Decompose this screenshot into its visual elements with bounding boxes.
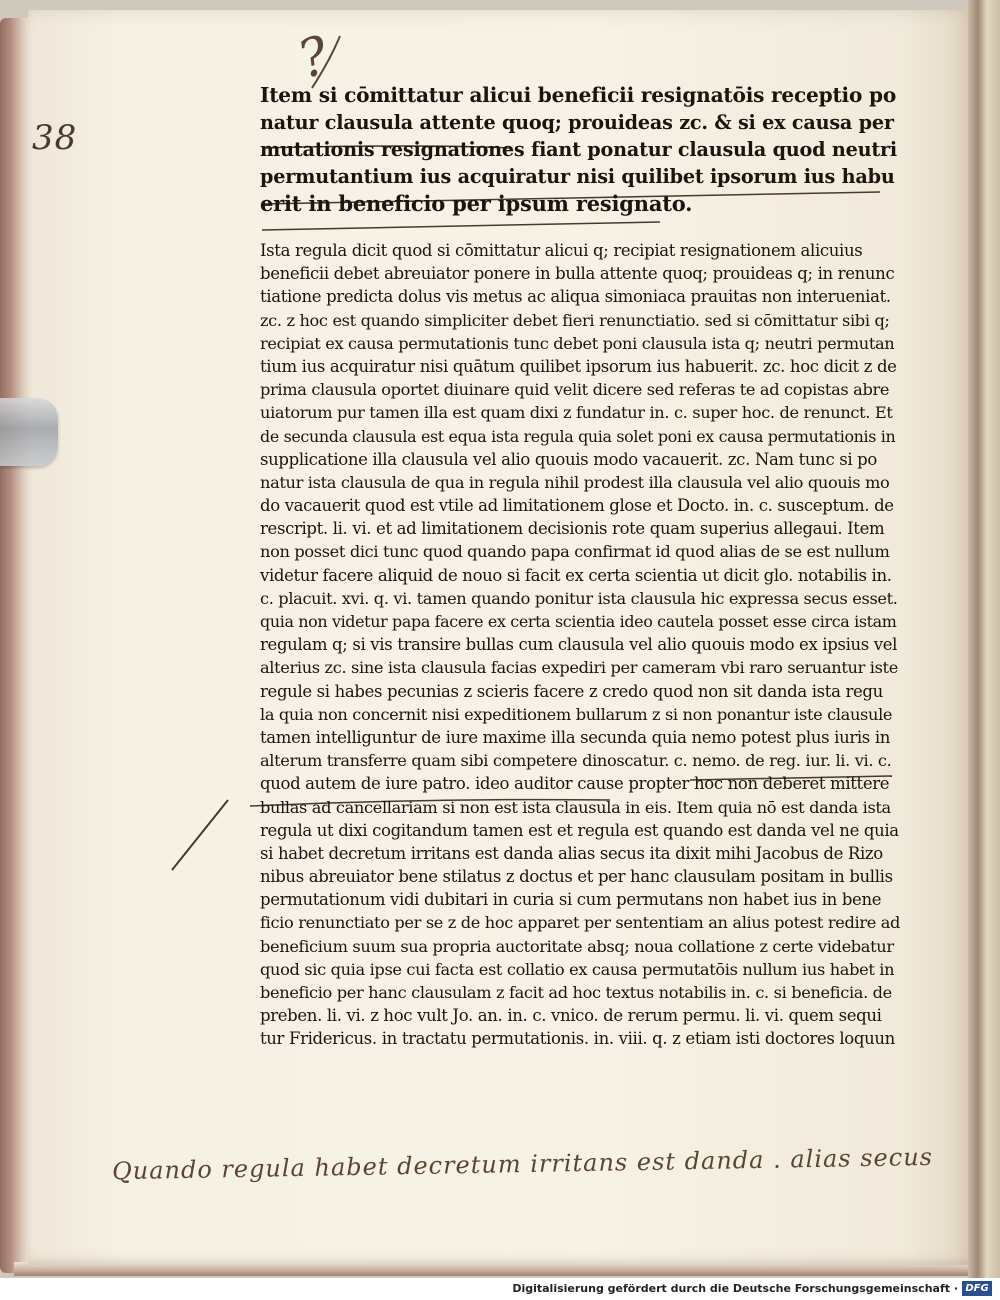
handwritten-marginal-note: Quando regula habet decretum irritans est danda . alias secus — [111, 1142, 934, 1186]
text-line: nibus abreuiator bene stilatus z doctus et per hanc clausulam positam in bullis — [260, 867, 893, 887]
margin-page-number: 38 — [32, 118, 78, 158]
text-line: prima clausula oportet diuinare quid velit dicere sed referas te ad copistas abre — [260, 380, 890, 400]
text-line: regule si habes pecunias z scieris facere z credo quod non sit danda ista regu — [260, 681, 883, 701]
text-line: de secunda clausula est equa ista regula quia solet poni ex causa permutationis in — [260, 426, 896, 446]
heading-line: mutationis resignationes fiant ponatur clausula quod neutri — [260, 138, 898, 161]
text-line: bullas ad cancellariam si non est ista clausula in eis. Item quia nō est danda ista — [260, 797, 891, 817]
text-line: beneficium suum sua propria auctoritate absq; noua collatione z certe videbatur — [260, 936, 894, 956]
printed-text-block — [260, 82, 900, 1051]
text-line: quod sic quia ipse cui facta est collatio ex causa permutatōis nullum ius habet in — [260, 959, 895, 979]
footer-credit: Digitalisierung gefördert durch die Deutsche Forschungsgemeinschaft · — [512, 1282, 958, 1295]
text-line: do vacauerit quod est vtile ad limitationem glose et Docto. in. c. susceptum. de — [260, 496, 894, 516]
text-line: si habet decretum irritans est danda alias secus ita dixit mihi Jacobus de Rizo — [260, 843, 883, 863]
text-line: beneficio per hanc clausulam z facit ad hoc textus notabilis in. c. si beneficia. de — [260, 983, 892, 1002]
text-line: tamen intelliguntur de iure maxime illa secunda quia nemo potest plus iuris in — [260, 727, 891, 747]
text-line: alterius zc. sine ista clausula facias expediri per cameram vbi raro seruantur iste — [260, 658, 898, 678]
text-line: alterum transferre quam sibi competere dinoscatur. c. nemo. de reg. iur. li. vi. c. — [260, 751, 892, 771]
text-line: quod autem de iure patro. ideo auditor cause propter hoc non deberet mittere — [260, 774, 890, 794]
text-line: Ista regula dicit quod si cōmittatur alicui q; recipiat resignationem alicuius — [260, 241, 863, 260]
text-line: tium ius acquiratur nisi quātum quilibet ipsorum ius habuerit. zc. hoc dicit z de — [260, 356, 897, 376]
text-line: c. placuit. xvi. q. vi. tamen quando ponitur ista clausula hic expressa secus esset. — [260, 588, 898, 608]
rule-heading — [260, 82, 900, 217]
text-line: videtur facere aliquid de nouo si facit ex certa scientia ut dicit glo. notabilis in. — [260, 565, 892, 585]
text-line: permutationum vidi dubitari in curia si cum permutans non habet ius in bene — [260, 890, 882, 910]
text-line: uiatorum pur tamen illa est quam dixi z fundatur in. c. super hoc. de renunct. Et — [260, 403, 893, 423]
text-line: regulam q; si vis transire bullas cum clausula vel alio quouis modo ex ipsius vel — [260, 635, 898, 655]
heading-line: Item si cōmittatur alicui beneficii resignatōis receptio po — [260, 83, 897, 107]
text-line: tur Fridericus. in tractatu permutationis. in. viii. q. z etiam isti doctores loquun — [260, 1029, 895, 1049]
heading-line: natur clausula attente quoq; prouideas zc. & si ex causa per — [260, 111, 894, 134]
text-line: regula ut dixi cogitandum tamen est et regula est quando est danda vel ne quia — [260, 820, 899, 840]
dfg-logo: DFG — [962, 1281, 992, 1296]
corner-pen-mark: ? — [291, 25, 337, 91]
text-line: non posset dici tunc quod quando papa confirmat id quod alias de se est nullum — [260, 542, 890, 562]
text-line: supplicatione illa clausula vel alio quouis modo vacauerit. zc. Nam tunc si po — [260, 449, 877, 469]
text-line: tiatione predicta dolus vis metus ac aliqua simoniaca prauitas non interueniat. — [260, 287, 891, 307]
digitization-footer — [0, 1278, 1000, 1300]
text-line: la quia non concernit nisi expeditionem bullarum z si non ponantur iste clausule — [260, 704, 893, 724]
text-line: beneficii debet abreuiator ponere in bulla attente quoq; prouideas q; in renunc — [260, 264, 895, 284]
text-line: quia non videtur papa facere ex certa scientia ideo cautela posset esse circa istam — [260, 612, 897, 631]
commentary-text — [260, 239, 900, 1051]
text-line: recipiat ex causa permutationis tunc debet poni clausula ista q; neutri permutan — [260, 333, 895, 353]
heading-line: erit in beneficio per ipsum resignato. — [260, 191, 693, 216]
text-line: zc. z hoc est quando simpliciter debet fieri renunctiatio. sed si cōmittatur sibi q; — [260, 310, 890, 330]
heading-line: permutantium ius acquiratur nisi quilibet ipsorum ius habu — [260, 165, 895, 188]
text-line: preben. li. vi. z hoc vult Jo. an. in. c. vnico. de rerum permu. li. vi. quem sequi — [260, 1006, 882, 1026]
text-line: rescript. li. vi. et ad limitationem decisionis rote quam superius allegaui. Item — [260, 519, 885, 539]
text-line: natur ista clausula de qua in regula nihil prodest illa clausula vel alio quouis mo — [260, 472, 890, 492]
text-line: ficio renunctiato per se z de hoc apparet per sententiam an alius potest redire ad — [260, 913, 900, 933]
